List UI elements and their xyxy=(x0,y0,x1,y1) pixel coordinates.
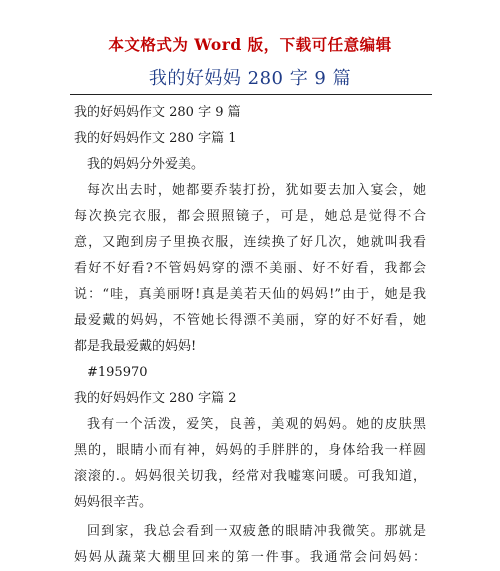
paragraph-line: 妈妈从蔬菜大棚里回来的第一件事。我通常会问妈妈： xyxy=(74,550,426,565)
essay-1-title: 我的好妈妈作文 280 字篇 1 xyxy=(74,131,237,146)
essay-1-paragraph-2 xyxy=(74,178,426,360)
paragraph-line: 回到家，我总会看到一双疲惫的眼睛冲我微笑。那就是 xyxy=(87,524,426,539)
title-divider xyxy=(70,94,432,95)
paragraph-line: 意，又跑到房子里换衣服，连续换了好几次，她就叫我看 xyxy=(74,235,426,250)
paragraph-line: 看好不好看?不管妈妈穿的漂不美丽、好不好看，我都会 xyxy=(74,261,426,276)
essay-2-paragraph-1 xyxy=(74,412,426,516)
format-banner: 本文格式为 Word 版，下载可任意编辑 xyxy=(108,35,392,54)
paragraph-line: 说：“哇，真美丽呀!真是美若天仙的妈妈!”由于，她是我 xyxy=(74,287,426,302)
document-body xyxy=(74,100,426,571)
paragraph-line: 每次换完衣服，都会照照镜子，可是，她总是觉得不合 xyxy=(74,209,426,224)
paragraph-line: 滚滚的.。妈妈很关切我，经常对我嘘寒问暖。可我知道， xyxy=(74,469,426,484)
collection-heading: 我的好妈妈作文 280 字 9 篇 xyxy=(74,105,241,120)
paragraph-line: 黑的，眼睛小而有神，妈妈的手胖胖的，身体给我一样圆 xyxy=(74,443,426,458)
essay-1-paragraph-1: 我的妈妈分外爱美。 xyxy=(87,157,205,172)
paragraph-line: 我有一个活泼，爱笑，良善，美观的妈妈。她的皮肤黑 xyxy=(87,417,426,432)
paragraph-line: 每次出去时，她都要乔装打扮，犹如要去加入宴会，她 xyxy=(87,183,426,198)
paragraph-line: 最爱戴的妈妈，不管她长得漂不美丽，穿的好不好看，她 xyxy=(74,313,426,328)
essay-2-title: 我的好妈妈作文 280 字篇 2 xyxy=(74,391,237,406)
essay-2-paragraph-2 xyxy=(74,519,426,571)
paragraph-line: 妈妈很辛苦。 xyxy=(74,495,153,510)
essay-id: #195970 xyxy=(87,365,148,380)
paragraph-line: 都是我最爱戴的妈妈! xyxy=(74,339,197,354)
document-title: 我的好妈妈 280 字 9 篇 xyxy=(148,68,352,89)
